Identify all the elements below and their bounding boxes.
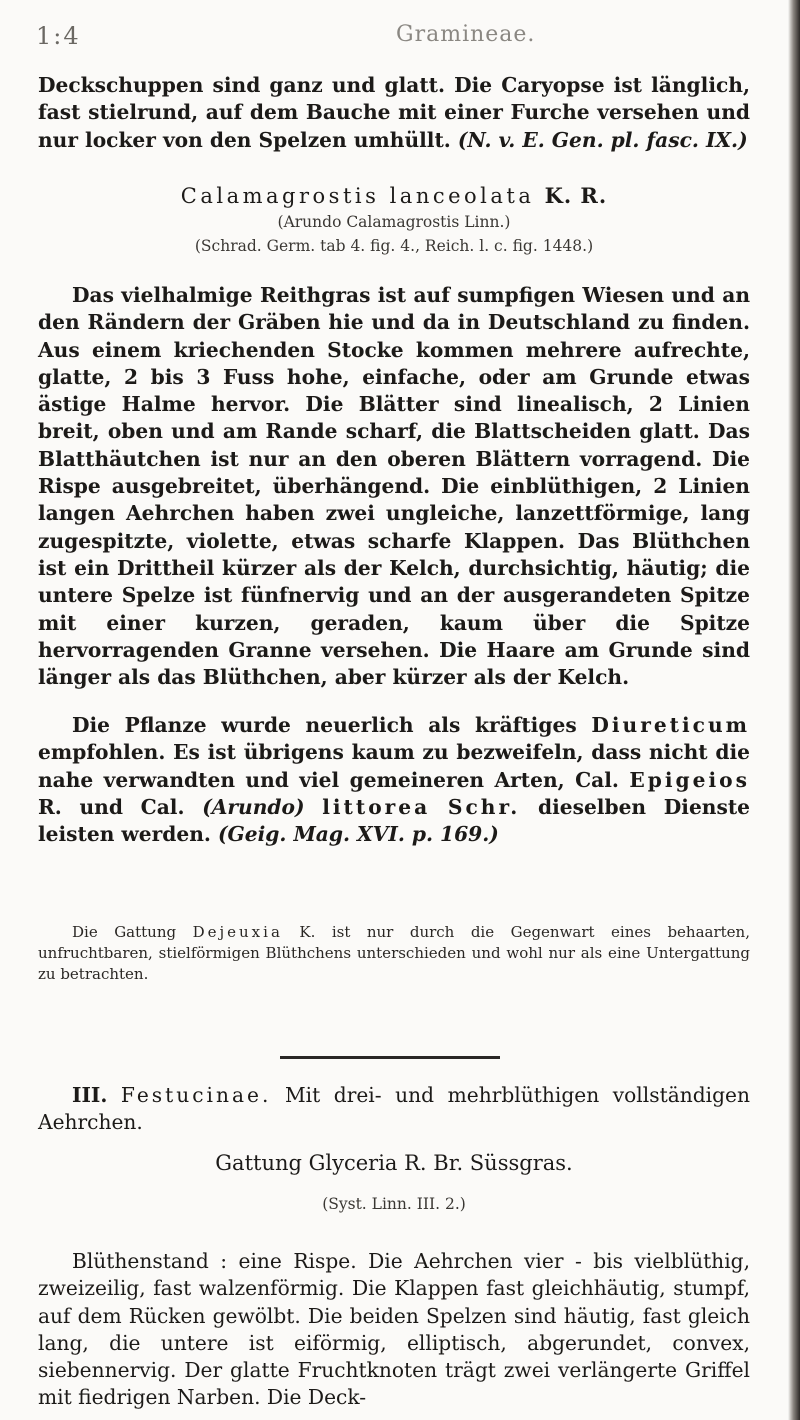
- usage-text-a: Die Pflanze wurde neuerlich als kräftiges: [72, 713, 577, 737]
- intro-citation: (N. v. E. Gen. pl. fasc. IX.): [457, 127, 748, 152]
- species-epithet: lanceolata: [389, 184, 535, 208]
- usage-epigeios: Epigeios: [629, 767, 750, 792]
- section-name: Festucinae.: [120, 1083, 272, 1107]
- usage-diureticum: Diureticum: [591, 713, 750, 737]
- description-text: Das vielhalmige Reithgras ist auf sumpfigen Wiesen und an den Rändern der Gräben hie und da in Deutschland zu finden. Aus einem kriechenden Stocke kommen mehrere aufrechte, glatte, 2 bis 3 Fuss hohe, einfache, oder am Grunde etwas ästige Halme hervor. Die Blätter sind linealisch, 2 Linien breit, oben und am Rande scharf, die Blattscheiden glatt. Das Blatthäutchen ist nur an den oberen Blättern vorragend. Die Rispe ausgebreitet, überhängend. Die einblüthigen, 2 Linien langen Aehrchen haben zwei ungleiche, lanzettförmige, lang zugespitzte, violette, etwas scharfe Klappen. Das Blüthchen ist ein Drittheil kürzer als der Kelch, durchsichtig, häutig; die untere Spelze ist fünfnervig und an der ausgerandeten Spitze mit einer kurzen, geraden, kaum über die Spitze hervorragenden Granne versehen. Die Haare am Grunde sind länger als das Blüthchen, aber kürzer als der Kelch.: [38, 283, 750, 690]
- page-number: 1:4: [36, 22, 81, 50]
- species-synonym: (Arundo Calamagrostis Linn.): [277, 213, 511, 231]
- genus-text: Blüthenstand : eine Rispe. Die Aehrchen vier - bis vielblüthig, zweizeilig, fast walzenförmig. Die Klappen fast gleichhäutig, stumpf, auf dem Rücken gewölbt. Die beiden Spelzen sind häutig, fast gleich lang, die untere ist eiförmig, elliptisch, abgerundet, convex, siebennervig. Der glatte Fruchtknoten trägt zwei verlängerte Griffel mit fiedrigen Narben. Die Deck-: [38, 1249, 750, 1410]
- page-edge-shadow: [788, 0, 800, 1420]
- usage-cal-1: Cal.: [575, 767, 619, 792]
- species-author: K. R.: [544, 183, 608, 208]
- genus-heading: Gattung Glyceria R. Br. Süssgras.: [215, 1151, 573, 1175]
- section-divider: [280, 1056, 500, 1059]
- usage-text-d: dieselben Dienste leisten werden.: [38, 794, 751, 847]
- note-text-a: Die Gattung: [72, 923, 177, 941]
- note-paragraph: [38, 922, 750, 985]
- section-numeral: III.: [72, 1083, 108, 1107]
- section-text: Mit drei- und mehrblüthigen vollständigen Aehrchen.: [38, 1083, 750, 1135]
- genus-description: [38, 1248, 750, 1412]
- section-heading: [38, 1082, 750, 1137]
- usage-littorea: littorea: [322, 794, 431, 819]
- usage-arundo: (Arundo): [202, 794, 305, 819]
- usage-cal-2: Cal.: [140, 794, 185, 819]
- genus-heading-block: [38, 1150, 750, 1219]
- species-genus: Calamagrostis: [180, 184, 380, 208]
- usage-text-c: R. und: [38, 794, 123, 819]
- note-dejeuxia: Dejeuxia: [192, 923, 283, 941]
- description-paragraph: [38, 282, 750, 691]
- usage-schr: Schr.: [447, 794, 521, 819]
- genus-reference: (Syst. Linn. III. 2.): [322, 1195, 466, 1214]
- usage-text-b: empfohlen. Es ist übrigens kaum zu bezweifeln, dass nicht die nahe verwandten und viel gemeineren Arten,: [38, 740, 750, 792]
- usage-citation: (Geig. Mag. XVI. p. 169.): [217, 822, 499, 847]
- intro-paragraph: [38, 72, 750, 154]
- intro-text: Deckschuppen sind ganz und glatt. Die Caryopse ist länglich, fast stielrund, auf dem Bauche mit einer Furche versehen und nur locker von den Spelzen umhüllt.: [38, 73, 750, 152]
- species-heading: [38, 182, 750, 258]
- species-references: (Schrad. Germ. tab 4. fig. 4., Reich. l. c. fig. 1448.): [194, 237, 594, 255]
- note-text-b: K. ist nur durch die Gegenwart eines behaarten, unfruchtbaren, stielförmigen Blüthchens unterschieden und wohl nur als eine Untergattung zu betrachten.: [38, 923, 750, 983]
- usage-paragraph: [38, 712, 750, 848]
- running-head: Gramineae.: [396, 22, 536, 47]
- page-header: [36, 22, 760, 52]
